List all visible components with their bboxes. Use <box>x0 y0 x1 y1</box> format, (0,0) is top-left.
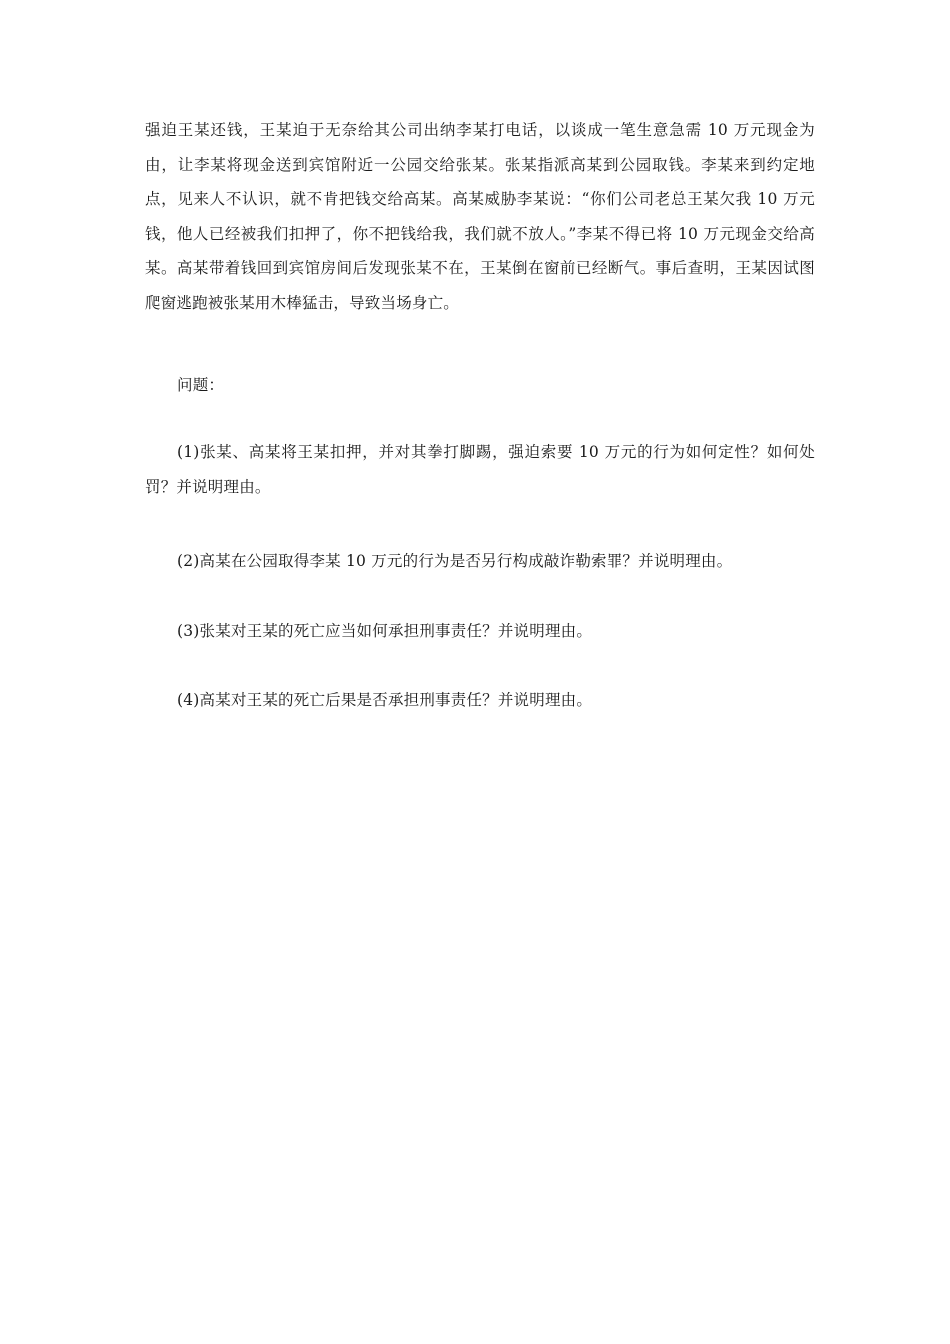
question-1: (1)张某、高某将王某扣押，并对其拳打脚踢，强迫索要 10 万元的行为如何定性？如何处罚？并说明理由。 <box>145 443 815 496</box>
question-3: (3)张某对王某的死亡应当如何承担刑事责任？并说明理由。 <box>177 622 593 640</box>
question-2: (2)高某在公园取得李某 10 万元的行为是否另行构成敲诈勒索罪？并说明理由。 <box>177 552 733 570</box>
questions-heading: 问题： <box>177 376 225 394</box>
case-paragraph: 强迫王某还钱，王某迫于无奈给其公司出纳李某打电话，以谈成一笔生意急需 10 万元现金为由，让李某将现金送到宾馆附近一公园交给张某。张某指派高某到公园取钱。李某来到约定地点，见来人不认识，就不肯把钱交给高某。高某威胁李某说：“你们公司老总王某欠我 10 万元钱，他人已经被我们扣押了，你不把钱给我，我们就不放人。”李某不得已将 10 万元现金交给高某。高某带着钱回到宾馆房间后发现张某不在，王某倒在窗前已经断气。事后查明，王某因试图爬窗逃跑被张某用木棒猛击，导致当场身亡。 <box>145 121 815 312</box>
question-4: (4)高某对王某的死亡后果是否承担刑事责任？并说明理由。 <box>177 691 593 709</box>
